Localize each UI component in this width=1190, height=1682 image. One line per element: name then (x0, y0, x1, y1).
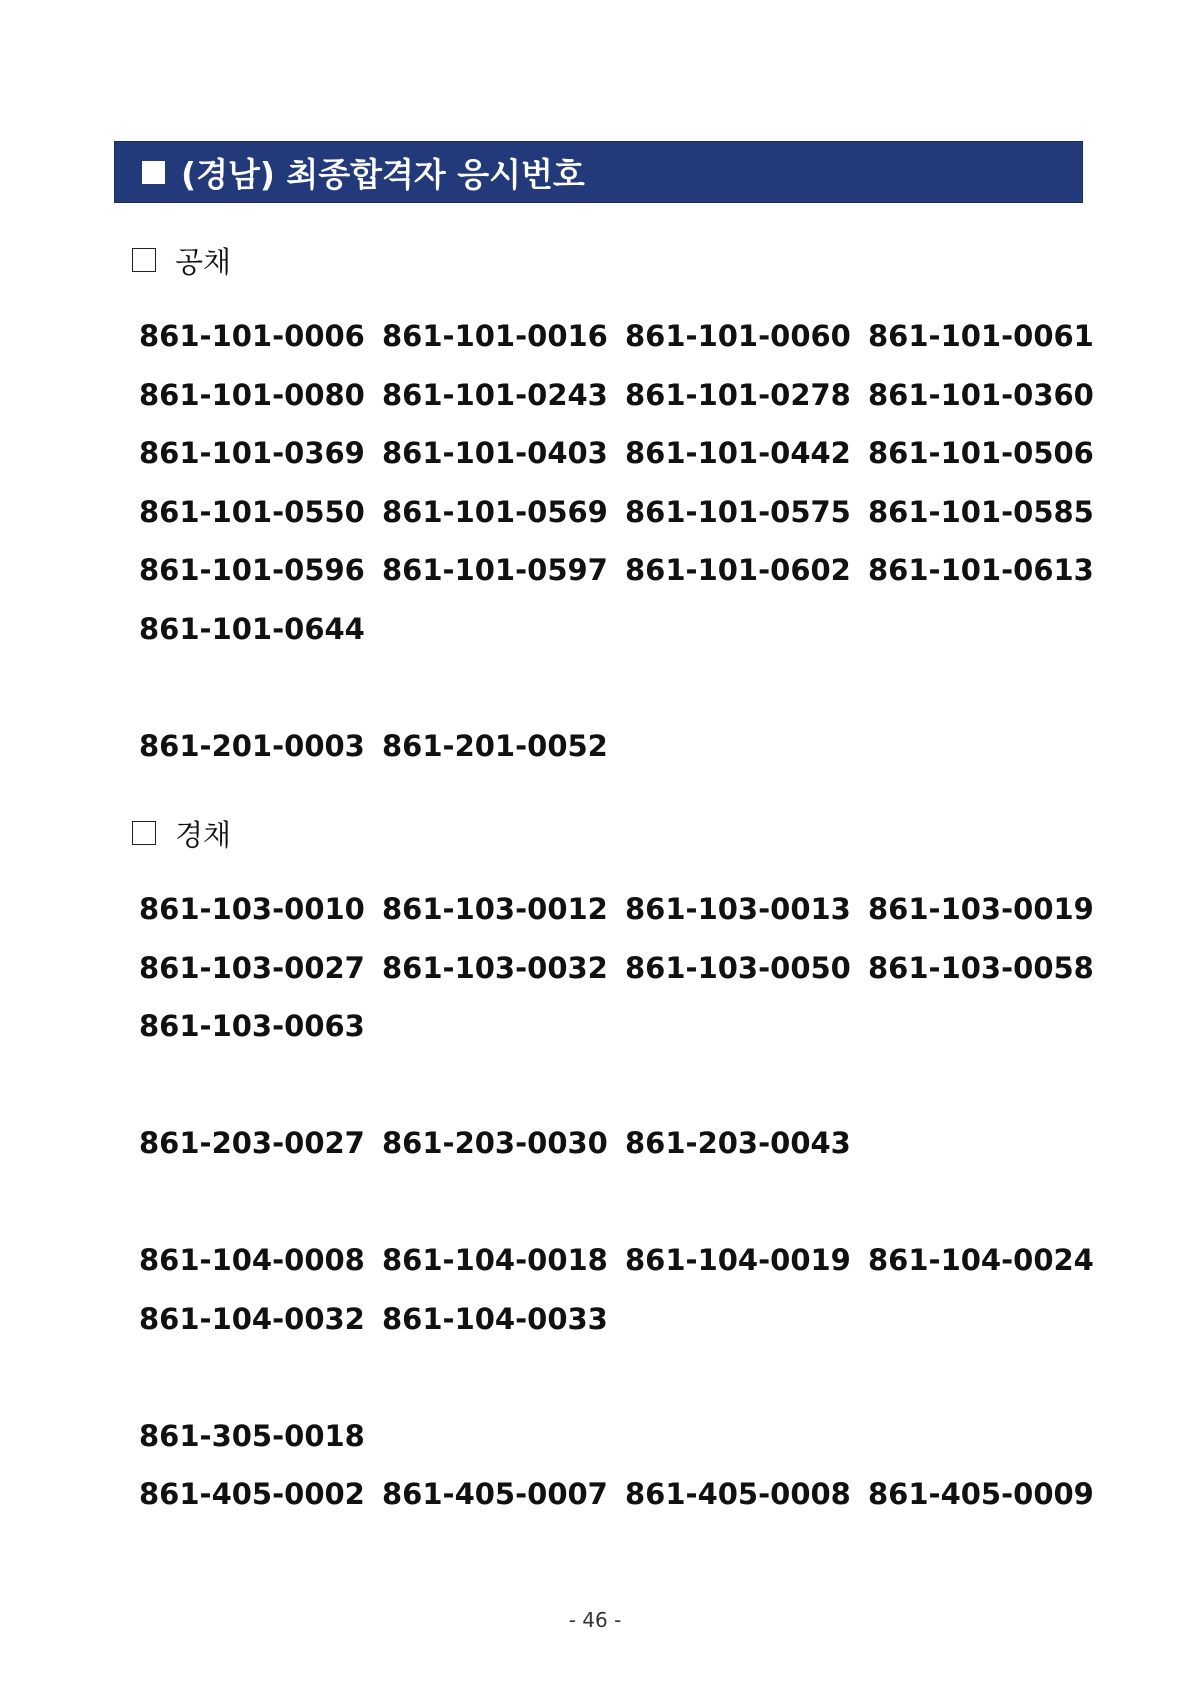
exam-number-list (139, 1465, 1111, 1524)
section-heading-career-recruitment (132, 813, 231, 853)
exam-number: 861-203-0027 (139, 1126, 365, 1160)
exam-number-list (139, 880, 1111, 1056)
exam-number: 861-104-0032 (139, 1301, 365, 1336)
exam-number: 861-101-0644 (139, 611, 365, 646)
exam-number: 861-103-0010 (139, 892, 365, 926)
exam-number: 861-101-0442 (625, 436, 851, 470)
exam-number: 861-103-0012 (382, 892, 608, 926)
section-label: 공채 (175, 244, 232, 279)
exam-number: 861-405-0008 (625, 1477, 851, 1511)
section-title-bar (114, 141, 1083, 203)
exam-number: 861-101-0613 (868, 553, 1094, 587)
exam-number-list (139, 717, 1111, 776)
exam-number: 861-103-0050 (625, 950, 851, 985)
exam-number: 861-305-0018 (139, 1419, 365, 1453)
exam-number: 861-104-0019 (625, 1243, 851, 1277)
exam-number: 861-104-0008 (139, 1243, 365, 1277)
exam-number: 861-101-0060 (625, 319, 851, 353)
exam-number: 861-101-0597 (382, 553, 608, 587)
exam-number: 861-101-0403 (382, 436, 608, 470)
exam-number: 861-203-0043 (625, 1126, 851, 1160)
exam-number: 861-103-0058 (868, 950, 1094, 985)
checkbox-icon (132, 248, 156, 272)
exam-number: 861-101-0369 (139, 436, 365, 470)
exam-number: 861-104-0033 (382, 1301, 608, 1336)
exam-number: 861-101-0575 (625, 494, 851, 529)
exam-number: 861-101-0360 (868, 377, 1094, 412)
exam-number: 861-201-0003 (139, 729, 365, 763)
page-number: - 46 - (568, 1608, 622, 1632)
exam-number: 861-101-0080 (139, 377, 365, 412)
exam-number: 861-103-0032 (382, 950, 608, 985)
exam-number: 861-101-0506 (868, 436, 1094, 470)
exam-number: 861-101-0243 (382, 377, 608, 412)
exam-number: 861-101-0596 (139, 553, 365, 587)
exam-number: 861-201-0052 (382, 729, 608, 763)
black-square-bullet-icon (142, 161, 165, 184)
exam-number: 861-101-0006 (139, 319, 365, 353)
section-heading-open-recruitment (132, 240, 231, 280)
exam-number: 861-103-0027 (139, 950, 365, 985)
exam-number: 861-101-0278 (625, 377, 851, 412)
exam-number: 861-103-0013 (625, 892, 851, 926)
section-label: 경채 (175, 817, 232, 852)
exam-number: 861-101-0550 (139, 494, 365, 529)
exam-number: 861-405-0007 (382, 1477, 608, 1511)
exam-number: 861-405-0002 (139, 1477, 365, 1511)
exam-number: 861-203-0030 (382, 1126, 608, 1160)
page-title: (경남) 최종합격자 응시번호 (181, 154, 585, 194)
exam-number-list (139, 1114, 1111, 1173)
exam-number: 861-104-0024 (868, 1243, 1094, 1277)
exam-number: 861-101-0602 (625, 553, 851, 587)
exam-number: 861-104-0018 (382, 1243, 608, 1277)
exam-number: 861-101-0585 (868, 494, 1094, 529)
exam-number: 861-103-0019 (868, 892, 1094, 926)
exam-number-list (139, 1231, 1111, 1348)
checkbox-icon (132, 821, 156, 845)
exam-number: 861-101-0569 (382, 494, 608, 529)
exam-number: 861-103-0063 (139, 1009, 365, 1043)
exam-number: 861-101-0016 (382, 319, 608, 353)
exam-number-list (139, 307, 1111, 658)
exam-number: 861-405-0009 (868, 1477, 1094, 1511)
exam-number: 861-101-0061 (868, 319, 1094, 353)
exam-number-list (139, 1407, 1111, 1466)
